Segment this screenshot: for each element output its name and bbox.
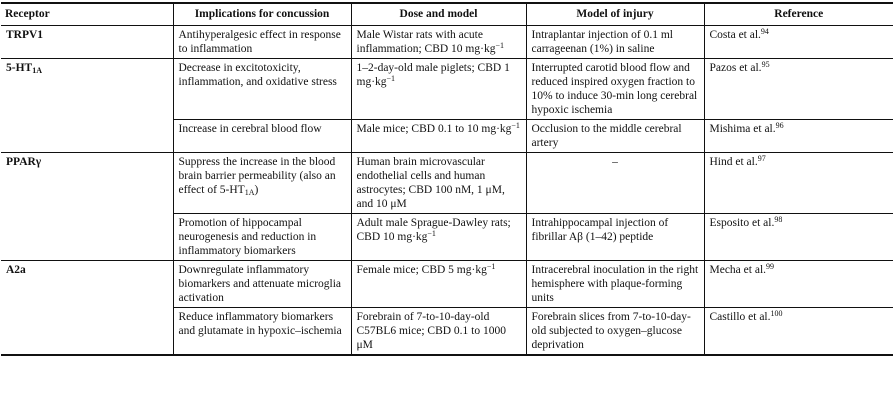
injury-text: – <box>612 156 618 168</box>
receptor-cell <box>1 26 173 59</box>
reference-number: 96 <box>775 121 784 130</box>
dose-cell <box>351 120 526 153</box>
receptor-name: PPARγ <box>6 156 42 168</box>
implication-cell <box>173 261 351 308</box>
reference-number: 99 <box>766 262 775 271</box>
header-implications: Implications for concussion <box>173 3 351 26</box>
reference-number: 95 <box>761 60 770 69</box>
receptor-name: 5-HT <box>6 62 33 74</box>
reference-cell <box>704 59 893 120</box>
receptor-cell <box>1 261 173 356</box>
implication-subscript: 1A <box>244 188 255 197</box>
dose-text: Human brain microvascular endothelial cells and human astrocytes; CBD 100 nM, 1 μM, and 10 μM <box>356 156 505 210</box>
injury-text: Forebrain slices from 7-to-10-day-old subjected to oxygen–glucose deprivation <box>531 311 691 351</box>
receptor-name: TRPV1 <box>6 29 44 41</box>
injury-text: Occlusion to the middle cerebral artery <box>531 123 682 149</box>
dose-cell <box>351 214 526 261</box>
injury-cell <box>526 308 704 356</box>
receptor-name: A2a <box>6 264 26 276</box>
implication-cell <box>173 120 351 153</box>
dose-text: Forebrain of 7-to-10-day-old C57BL6 mice; CBD 0.1 to 1000 μM <box>356 311 506 351</box>
reference-cell <box>704 120 893 153</box>
reference-cell <box>704 26 893 59</box>
dose-superscript: −1 <box>486 262 496 271</box>
reference-text: Hind et al. <box>709 156 758 168</box>
dose-text: Female mice; CBD 5 mg·kg <box>356 264 487 276</box>
implication-cell <box>173 308 351 356</box>
header-dose-model: Dose and model <box>351 3 526 26</box>
implication-cell <box>173 214 351 261</box>
injury-text: Intracerebral inoculation in the right hemisphere with plaque-forming units <box>531 264 699 304</box>
implication-cell <box>173 153 351 214</box>
reference-cell <box>704 308 893 356</box>
reference-text: Esposito et al. <box>709 217 775 229</box>
dose-cell <box>351 308 526 356</box>
dose-superscript: −1 <box>495 41 504 50</box>
reference-text: Costa et al. <box>709 29 761 41</box>
dose-text: Male mice; CBD 0.1 to 10 mg·kg <box>356 123 512 135</box>
reference-number: 94 <box>760 27 769 36</box>
implication-text: Reduce inflammatory biomarkers and glutamate in hypoxic–ischemia <box>178 311 342 337</box>
receptor-cell <box>1 153 173 261</box>
dose-cell <box>351 59 526 120</box>
injury-cell <box>526 261 704 308</box>
injury-cell <box>526 120 704 153</box>
receptor-table <box>1 2 893 356</box>
reference-number: 98 <box>774 215 783 224</box>
injury-text: Intrahippocampal injection of fibrillar Aβ (1–42) peptide <box>531 217 669 243</box>
dose-cell <box>351 261 526 308</box>
reference-text: Castillo et al. <box>709 311 771 323</box>
reference-text: Mecha et al. <box>709 264 767 276</box>
implication-text: Antihyperalgesic effect in response to inflammation <box>178 29 341 55</box>
dose-superscript: −1 <box>386 74 396 83</box>
injury-cell <box>526 59 704 120</box>
table-header-row <box>1 3 893 26</box>
implication-text: Promotion of hippocampal neurogenesis and reduction in inflammatory biomarkers <box>178 217 317 257</box>
injury-text: Interrupted carotid blood flow and reduced inspired oxygen fraction to 10% to induce 30-min long cerebral hypoxic ischemia <box>531 62 698 116</box>
table-row <box>1 59 893 120</box>
table-row <box>1 153 893 214</box>
receptor-subscript: 1A <box>32 66 42 75</box>
implication-cell <box>173 59 351 120</box>
header-receptor: Receptor <box>1 3 173 26</box>
implication-text: Decrease in excitotoxicity, inflammation, and oxidative stress <box>178 62 337 88</box>
header-reference: Reference <box>704 3 893 26</box>
dose-text: 1–2-day-old male piglets; CBD 1 mg·kg <box>356 62 510 88</box>
injury-cell <box>526 153 704 214</box>
reference-number: 97 <box>757 154 766 163</box>
receptor-cell <box>1 59 173 153</box>
table-row <box>1 26 893 59</box>
implication-text: Suppress the increase in the blood brain barrier permeability (also an effect of 5-HT <box>178 156 336 196</box>
header-model-injury: Model of injury <box>526 3 704 26</box>
dose-cell <box>351 26 526 59</box>
implication-text: Downregulate inflammatory biomarkers and attenuate microglia activation <box>178 264 342 304</box>
implication-text: Increase in cerebral blood flow <box>178 123 322 135</box>
table-body <box>1 26 893 356</box>
table-row <box>1 261 893 308</box>
reference-cell <box>704 214 893 261</box>
dose-superscript: −1 <box>511 121 520 130</box>
injury-cell <box>526 26 704 59</box>
dose-text: Male Wistar rats with acute inflammation; CBD 10 mg·kg <box>356 29 496 55</box>
reference-text: Pazos et al. <box>709 62 762 74</box>
reference-cell <box>704 261 893 308</box>
implication-tail: ) <box>254 184 259 196</box>
dose-cell <box>351 153 526 214</box>
dose-superscript: −1 <box>427 229 436 238</box>
reference-cell <box>704 153 893 214</box>
reference-text: Mishima et al. <box>709 123 776 135</box>
injury-text: Intraplantar injection of 0.1 ml carrageenan (1%) in saline <box>531 29 673 55</box>
reference-number: 100 <box>770 309 783 318</box>
dose-text: Adult male Sprague-Dawley rats; CBD 10 mg·kg <box>356 217 511 243</box>
implication-cell <box>173 26 351 59</box>
injury-cell <box>526 214 704 261</box>
